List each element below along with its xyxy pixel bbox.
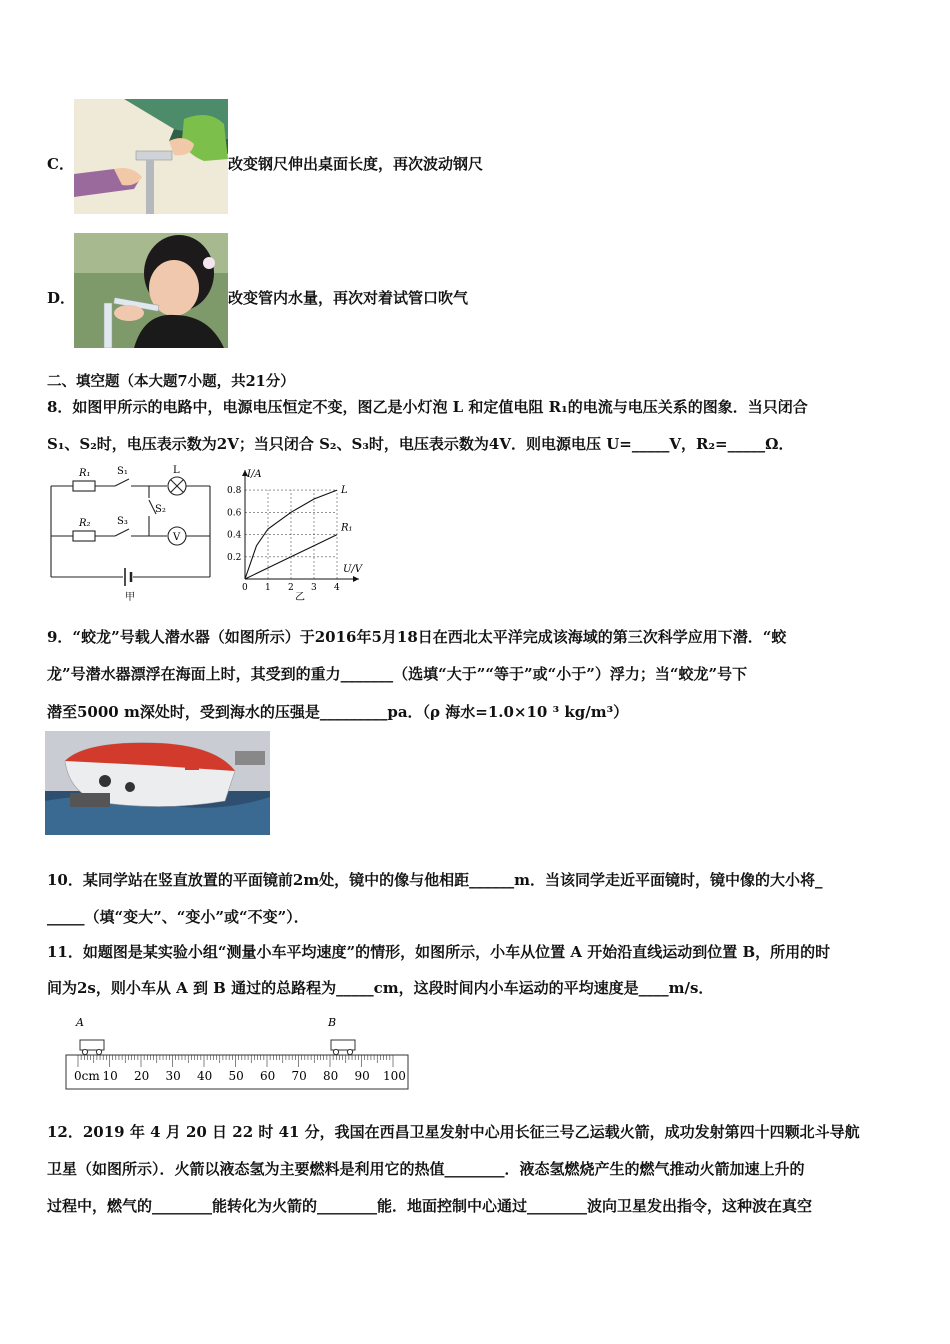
graph-caption: 乙 — [295, 592, 305, 603]
q12-line-3: 过程中，燃气的________能转化为火箭的________能．地面控制中心通过________波向卫星发出指令，这种波在真空 — [47, 1197, 813, 1215]
y-tick-0.8: 0.8 — [227, 486, 242, 497]
r2-label: R₂ — [79, 518, 91, 529]
cart-a — [80, 1040, 104, 1055]
circuit-caption: 甲 — [125, 592, 135, 603]
q9-line-3: 潜至5000 m深处时，受到海水的压强是_________pa．（ρ 海水=1.0×10 ³ kg/m³） — [47, 703, 629, 721]
cart-b — [331, 1040, 355, 1055]
option-c-text: 改变钢尺伸出桌面长度，再次波动钢尺 — [228, 155, 484, 173]
steel-ruler-photo — [74, 99, 228, 214]
s3-label: S₃ — [117, 516, 128, 527]
ruler-label-30: 30 — [165, 1069, 181, 1083]
ruler-label-70: 70 — [291, 1069, 307, 1083]
q8-line-1: 8．如图甲所示的电路中，电源电压恒定不变，图乙是小灯泡 L 和定值电阻 R₁的电流与电压关系的图象．当只闭合 — [47, 398, 808, 416]
q12-line-1: 12．2019 年 4 月 20 日 22 时 41 分，我国在西昌卫星发射中心用长征三号乙运载火箭，成功发射第四十四颗北斗导航 — [47, 1123, 860, 1141]
x-tick-1: 1 — [265, 583, 271, 593]
graph-series — [245, 485, 353, 579]
section-heading: 二、填空题（本大题7小题，共21分） — [47, 373, 295, 390]
q9-line-1: 9．“蛟龙”号载人潜水器（如图所示）于2016年5月18日在西北太平洋完成该海域的第三次科学应用下潜．“蛟 — [47, 628, 787, 646]
ruler-label-10: 10 — [102, 1069, 118, 1083]
option-d-text: 改变管内水量，再次对着试管口吹气 — [228, 289, 469, 307]
ruler-label-90: 90 — [354, 1069, 370, 1083]
q10-line-1: 10．某同学站在竖直放置的平面镜前2m处，镜中的像与他相距______m．当该同学走近平面镜时，镜中像的大小将_ — [47, 871, 823, 889]
x-tick-3: 3 — [311, 583, 317, 593]
x-arrow — [353, 576, 359, 582]
circuit-diagram — [45, 462, 215, 604]
ruler-label-50: 50 — [228, 1069, 244, 1083]
series-label-1: R₁ — [341, 522, 353, 534]
ruler-label-100: 100 — [383, 1069, 406, 1083]
q11-line-2: 间为2s，则小车从 A 到 B 通过的总路程为_____cm，这段时间内小车运动的平均速度是____m/s． — [47, 979, 714, 997]
option-c-label: C． — [47, 155, 74, 173]
submersible-photo — [45, 731, 270, 835]
graph-ticks — [227, 486, 340, 593]
lamp-label: L — [173, 465, 180, 476]
s1-label: S₁ — [117, 466, 128, 477]
y-tick-0.4: 0.4 — [227, 530, 242, 541]
x-tick-4: 4 — [334, 583, 340, 593]
q11-line-1: 11．如题图是某实验小组“测量小车平均速度”的情形，如图所示，小车从位置 A 开始沿直线运动到位置 B，所用的时 — [47, 943, 831, 961]
y-tick-0.6: 0.6 — [227, 508, 242, 519]
q12-line-2: 卫星（如图所示）．火箭以液态氢为主要燃料是利用它的热值________．液态氢燃烧产生的燃气推动火箭加速上升的 — [47, 1160, 805, 1178]
y-tick-0.2: 0.2 — [227, 552, 242, 563]
girl-blowing-test-tube-photo — [74, 233, 228, 348]
point-b-label: B — [328, 1016, 337, 1029]
q10-line-2: _____（填“变大”、“变小”或“不变”）． — [47, 908, 309, 926]
q9-line-2: 龙”号潜水器漂浮在海面上时，其受到的重力_______（选填“大于”“等于”或“小于”）浮力；当“蛟龙”号下 — [47, 665, 748, 683]
iu-graph — [225, 462, 375, 604]
graph-y-label: I/A — [247, 469, 262, 480]
option-d-label: D． — [47, 289, 76, 307]
ruler-label-20: 20 — [134, 1069, 150, 1083]
graph-x-label: U/V — [343, 564, 363, 575]
ruler-zero-label: 0cm — [74, 1069, 100, 1083]
voltmeter-label: V — [173, 532, 181, 543]
ruler-diagram — [60, 1012, 420, 1092]
ruler-label-60: 60 — [260, 1069, 276, 1083]
q8-line-2: S₁、S₂时，电压表示数为2V；当只闭合 S₂、S₃时，电压表示数为4V．则电源电压 U=_____V，R₂=_____Ω． — [47, 435, 794, 453]
ruler-label-80: 80 — [323, 1069, 339, 1083]
s2-label: S₂ — [155, 504, 166, 515]
graph-grid — [245, 490, 337, 579]
x-tick-0: 0 — [242, 583, 248, 593]
x-tick-2: 2 — [288, 583, 294, 593]
series-label-0: L — [341, 485, 348, 497]
point-a-label: A — [76, 1016, 84, 1029]
r1-label: R₁ — [79, 468, 91, 479]
ruler-label-40: 40 — [197, 1069, 213, 1083]
